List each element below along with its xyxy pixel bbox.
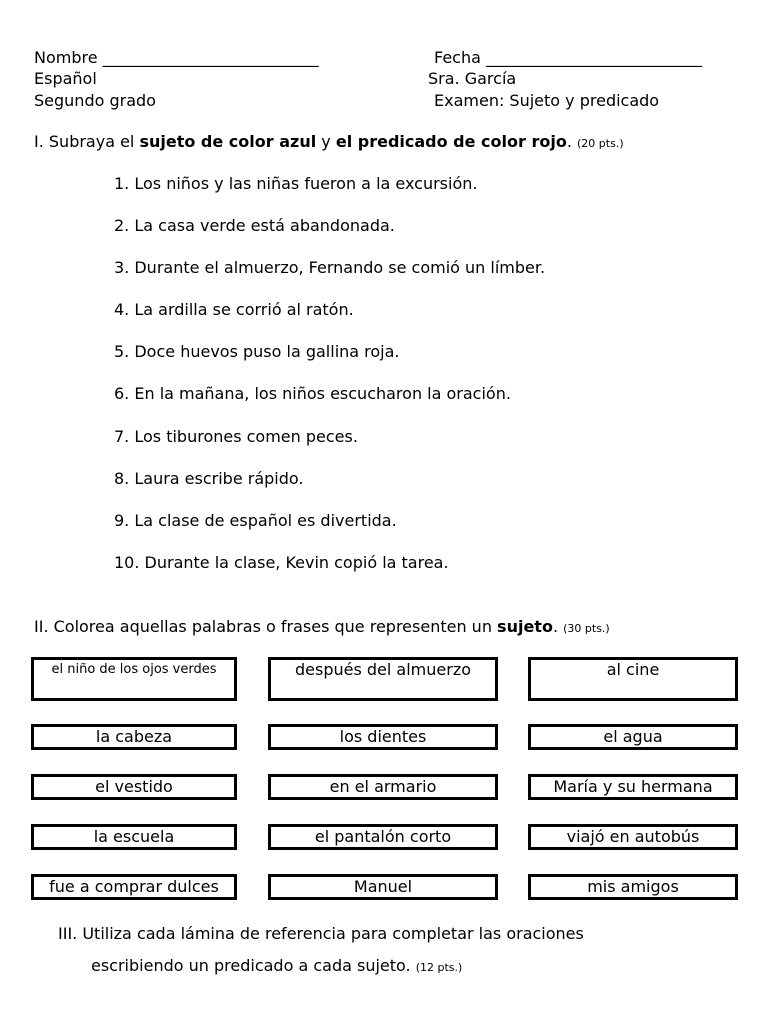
section-2-points: (30 pts.) — [563, 622, 610, 635]
word-box[interactable]: el pantalón corto — [268, 824, 498, 850]
section-1-mid: y — [316, 132, 336, 151]
word-box[interactable]: en el armario — [268, 774, 498, 800]
word-box[interactable]: mis amigos — [528, 874, 738, 900]
section-3-line2-text: escribiendo un predicado a cada sujeto. — [91, 956, 411, 975]
word-box[interactable]: la escuela — [31, 824, 237, 850]
section-3-instructions-line2 — [91, 956, 462, 975]
section-1-points: (20 pts.) — [577, 137, 624, 150]
section-1-end: . — [566, 132, 572, 151]
word-box[interactable]: la cabeza — [31, 724, 237, 750]
section-1-prefix: I. Subraya el — [34, 132, 140, 151]
section-3-points: (12 pts.) — [415, 961, 463, 974]
section-3-instructions-line1: III. Utiliza cada lámina de referencia para completar las oraciones — [58, 924, 584, 943]
sentence-item: 10. Durante la clase, Kevin copió la tarea. — [114, 553, 449, 572]
sentence-item: 7. Los tiburones comen peces. — [114, 427, 358, 446]
date-field-label: Fecha ___________________________ — [434, 48, 702, 67]
word-box[interactable]: el niño de los ojos verdes — [31, 657, 237, 701]
word-box[interactable]: el vestido — [31, 774, 237, 800]
word-box[interactable]: fue a comprar dulces — [31, 874, 237, 900]
name-field-label: Nombre ___________________________ — [34, 48, 319, 67]
teacher-label: Sra. García — [428, 69, 517, 88]
word-box[interactable]: viajó en autobús — [528, 824, 738, 850]
subject-label: Español — [34, 69, 97, 88]
section-1-instructions — [34, 132, 624, 151]
word-box[interactable]: al cine — [528, 657, 738, 701]
section-2-bold-subject: sujeto — [497, 617, 553, 636]
sentence-item: 6. En la mañana, los niños escucharon la oración. — [114, 384, 511, 403]
sentence-item: 5. Doce huevos puso la gallina roja. — [114, 342, 400, 361]
sentence-item: 2. La casa verde está abandonada. — [114, 216, 395, 235]
word-box[interactable]: el agua — [528, 724, 738, 750]
sentence-item: 3. Durante el almuerzo, Fernando se comió un límber. — [114, 258, 546, 277]
word-box[interactable]: después del almuerzo — [268, 657, 498, 701]
exam-title: Examen: Sujeto y predicado — [434, 91, 660, 110]
sentence-item: 9. La clase de español es divertida. — [114, 511, 397, 530]
word-box[interactable]: Manuel — [268, 874, 498, 900]
sentence-item: 4. La ardilla se corrió al ratón. — [114, 300, 354, 319]
section-2-prefix: II. Colorea aquellas palabras o frases que representen un — [34, 617, 498, 636]
grade-label: Segundo grado — [34, 91, 156, 110]
word-box[interactable]: los dientes — [268, 724, 498, 750]
word-box[interactable]: María y su hermana — [528, 774, 738, 800]
section-2-end: . — [552, 617, 559, 636]
section-1-bold-predicate: el predicado de color rojo — [335, 132, 567, 151]
section-2-instructions — [34, 617, 610, 636]
sentence-item: 8. Laura escribe rápido. — [114, 469, 304, 488]
sentence-item: 1. Los niños y las niñas fueron a la excursión. — [114, 174, 478, 193]
section-1-bold-subject: sujeto de color azul — [139, 132, 317, 151]
